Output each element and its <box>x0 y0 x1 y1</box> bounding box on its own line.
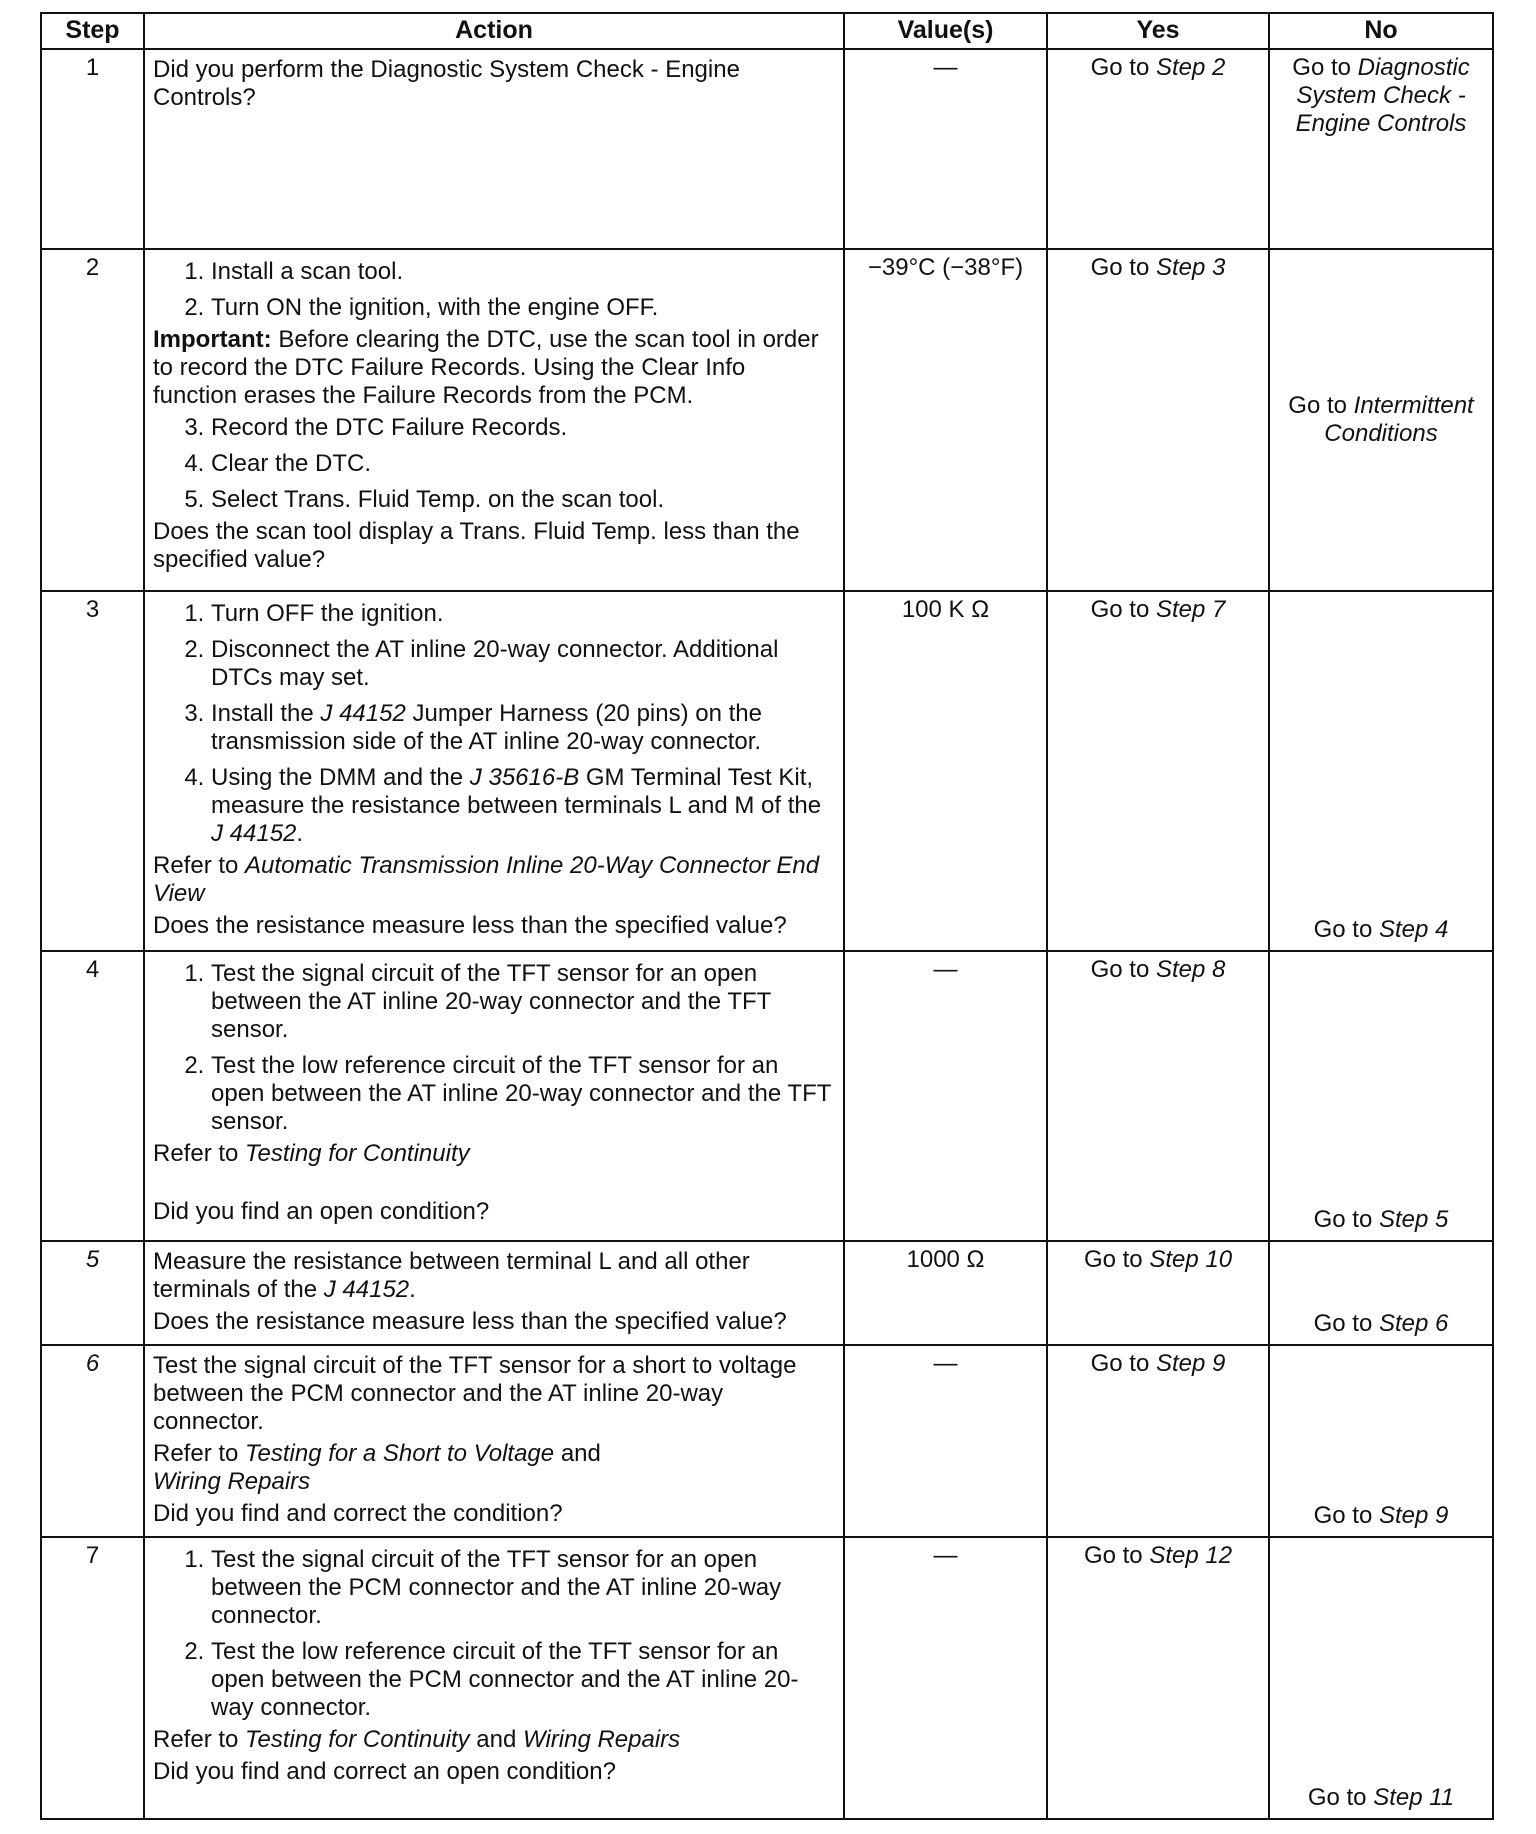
action-question: Did you find and correct an open condition? <box>153 1758 616 1785</box>
goto-label: Go to <box>1313 1502 1373 1529</box>
header-action: Action <box>144 13 844 49</box>
list-item: 1. Install a scan tool. <box>211 258 835 286</box>
value-cell: — <box>844 1537 1047 1819</box>
goto-label: Go to <box>1288 392 1347 419</box>
table-row <box>41 249 1493 591</box>
table-row <box>41 1345 1493 1537</box>
yes-cell <box>1047 591 1269 951</box>
yes-link[interactable]: Step 2 <box>1155 54 1226 81</box>
item-text: Using the DMM and the <box>211 764 464 791</box>
no-link[interactable]: Step 5 <box>1378 1206 1449 1233</box>
refer-label: Refer to <box>153 1140 239 1167</box>
action-question: Does the resistance measure less than the specified value? <box>153 1308 787 1335</box>
goto-label: Go to <box>1090 1350 1150 1377</box>
action-list <box>153 258 835 322</box>
action-question: Did you find and correct the condition? <box>153 1500 563 1527</box>
no-link[interactable]: Step 6 <box>1378 1310 1449 1337</box>
yes-cell <box>1047 1345 1269 1537</box>
yes-cell <box>1047 49 1269 249</box>
goto-label: Go to <box>1083 1246 1143 1273</box>
action-cell <box>144 1537 844 1819</box>
table-row <box>41 951 1493 1241</box>
list-item: 2. Disconnect the AT inline 20-way connector. Additional DTCs may set. <box>211 636 835 692</box>
tool-ref: J 44152 <box>211 820 297 847</box>
list-item: 5. Select Trans. Fluid Temp. on the scan tool. <box>211 486 835 514</box>
item-text: Install the <box>211 700 314 727</box>
header-yes: Yes <box>1047 13 1269 49</box>
refer-link[interactable]: Wiring Repairs <box>523 1726 681 1753</box>
value-cell: 100 K Ω <box>844 591 1047 951</box>
step-number: 2 <box>41 249 144 591</box>
goto-label: Go to <box>1083 1542 1143 1569</box>
list-item: 2. Test the low reference circuit of the TFT sensor for an open between the PCM connector and the AT inline 20-way connector. <box>211 1638 835 1722</box>
action-cell <box>144 1241 844 1345</box>
no-cell <box>1269 1537 1493 1819</box>
tool-ref: J 44152 <box>323 1276 410 1303</box>
goto-label: Go to <box>1090 54 1150 81</box>
refer-and: and <box>476 1726 517 1753</box>
refer-line <box>153 852 835 908</box>
value-cell: 1000 Ω <box>844 1241 1047 1345</box>
header-step: Step <box>41 13 144 49</box>
header-row <box>41 13 1493 49</box>
action-text <box>153 1248 835 1304</box>
yes-link[interactable]: Step 10 <box>1149 1246 1233 1273</box>
goto-label: Go to <box>1313 1206 1373 1233</box>
goto-label: Go to <box>1313 916 1373 943</box>
item-text: . <box>409 1276 416 1303</box>
no-cell <box>1269 49 1493 249</box>
action-text: Test the signal circuit of the TFT sensor for a short to voltage between the PCM connector and the AT inline 20-way connector. <box>153 1352 797 1435</box>
important-note <box>153 326 835 410</box>
action-cell <box>144 249 844 591</box>
list-item <box>211 764 835 848</box>
yes-link[interactable]: Step 9 <box>1155 1350 1226 1377</box>
refer-link[interactable]: Automatic Transmission Inline 20-Way Connector End View <box>153 852 820 907</box>
list-item: 4. Clear the DTC. <box>211 450 835 478</box>
yes-link[interactable]: Step 12 <box>1149 1542 1233 1569</box>
value-cell: −39°C (−38°F) <box>844 249 1047 591</box>
refer-line <box>153 1140 835 1168</box>
table-row <box>41 591 1493 951</box>
action-list <box>153 600 835 848</box>
tool-ref: J 44152 <box>320 700 406 727</box>
no-link[interactable]: Step 11 <box>1373 1784 1455 1811</box>
step-number: 5 <box>41 1241 144 1345</box>
list-item: 2. Test the low reference circuit of the TFT sensor for an open between the AT inline 20-way connector and the TFT sensor. <box>211 1052 835 1136</box>
header-no: No <box>1269 13 1493 49</box>
action-question: Does the resistance measure less than the specified value? <box>153 912 787 939</box>
step-number: 4 <box>41 951 144 1241</box>
goto-label: Go to <box>1307 1784 1367 1811</box>
action-question: Does the scan tool display a Trans. Fluid Temp. less than the specified value? <box>153 518 800 573</box>
refer-line <box>153 1440 835 1496</box>
value-cell: — <box>844 49 1047 249</box>
refer-label: Refer to <box>153 852 239 879</box>
refer-link[interactable]: Testing for a Short to Voltage <box>245 1440 555 1467</box>
list-item: 1. Test the signal circuit of the TFT sensor for an open between the PCM connector and the AT inline 20-way connector. <box>211 1546 835 1630</box>
action-question: Did you perform the Diagnostic System Check - Engine Controls? <box>153 56 740 111</box>
list-item: 1. Test the signal circuit of the TFT sensor for an open between the AT inline 20-way connector and the TFT sensor. <box>211 960 835 1044</box>
yes-link[interactable]: Step 7 <box>1155 596 1226 623</box>
yes-cell <box>1047 951 1269 1241</box>
action-list <box>153 414 835 514</box>
no-link[interactable]: Intermittent Conditions <box>1324 392 1474 447</box>
item-text: . <box>296 820 304 847</box>
diagnostic-table <box>40 12 1494 1820</box>
table-row <box>41 1241 1493 1345</box>
no-cell <box>1269 249 1493 591</box>
important-text: Before clearing the DTC, use the scan tool in order to record the DTC Failure Records. Using the Clear Info function erases the Failure Records from the PCM. <box>153 326 819 409</box>
no-cell <box>1269 1345 1493 1537</box>
no-link[interactable]: Step 4 <box>1378 916 1449 943</box>
goto-label: Go to <box>1090 254 1150 281</box>
item-text: GM Terminal Test Kit, measure the resistance between terminals L and M of the <box>211 764 822 819</box>
value-cell: — <box>844 951 1047 1241</box>
refer-line <box>153 1726 835 1754</box>
refer-label: Refer to <box>153 1440 239 1467</box>
yes-cell <box>1047 1241 1269 1345</box>
action-list <box>153 1546 835 1722</box>
action-cell <box>144 1345 844 1537</box>
action-cell <box>144 49 844 249</box>
list-item: 1. Turn OFF the ignition. <box>211 600 835 628</box>
table-row <box>41 1537 1493 1819</box>
header-values: Value(s) <box>844 13 1047 49</box>
list-item: 3. Record the DTC Failure Records. <box>211 414 835 442</box>
step-number: 1 <box>41 49 144 249</box>
refer-link[interactable]: Testing for Continuity <box>245 1140 470 1167</box>
step-number: 7 <box>41 1537 144 1819</box>
refer-and: and <box>560 1440 601 1467</box>
value-cell: — <box>844 1345 1047 1537</box>
action-cell <box>144 951 844 1241</box>
yes-link[interactable]: Step 8 <box>1155 956 1226 983</box>
action-question: Did you find an open condition? <box>153 1198 490 1225</box>
no-link[interactable]: Diagnostic System Check - Engine Controls <box>1295 54 1470 137</box>
yes-cell <box>1047 1537 1269 1819</box>
list-item <box>211 700 835 756</box>
goto-label: Go to <box>1313 1310 1373 1337</box>
item-text: Measure the resistance between terminal L and all other terminals of the <box>153 1248 750 1303</box>
refer-link[interactable]: Wiring Repairs <box>153 1468 311 1495</box>
no-cell <box>1269 591 1493 951</box>
step-number: 6 <box>41 1345 144 1537</box>
action-cell <box>144 591 844 951</box>
table-row <box>41 49 1493 249</box>
goto-label: Go to <box>1090 596 1150 623</box>
step-number: 3 <box>41 591 144 951</box>
no-cell <box>1269 1241 1493 1345</box>
goto-label: Go to <box>1090 956 1150 983</box>
refer-link[interactable]: Testing for Continuity <box>245 1726 470 1753</box>
yes-cell <box>1047 249 1269 591</box>
tool-ref: J 35616-B <box>469 764 580 791</box>
action-list <box>153 960 835 1136</box>
list-item: 2. Turn ON the ignition, with the engine OFF. <box>211 294 835 322</box>
goto-label: Go to <box>1292 54 1351 81</box>
yes-link[interactable]: Step 3 <box>1155 254 1226 281</box>
no-link[interactable]: Step 9 <box>1378 1502 1449 1529</box>
item-text: Jumper Harness (20 pins) on the transmission side of the AT inline 20-way connector. <box>211 700 762 755</box>
important-label: Important: <box>153 326 272 353</box>
no-cell <box>1269 951 1493 1241</box>
refer-label: Refer to <box>153 1726 239 1753</box>
